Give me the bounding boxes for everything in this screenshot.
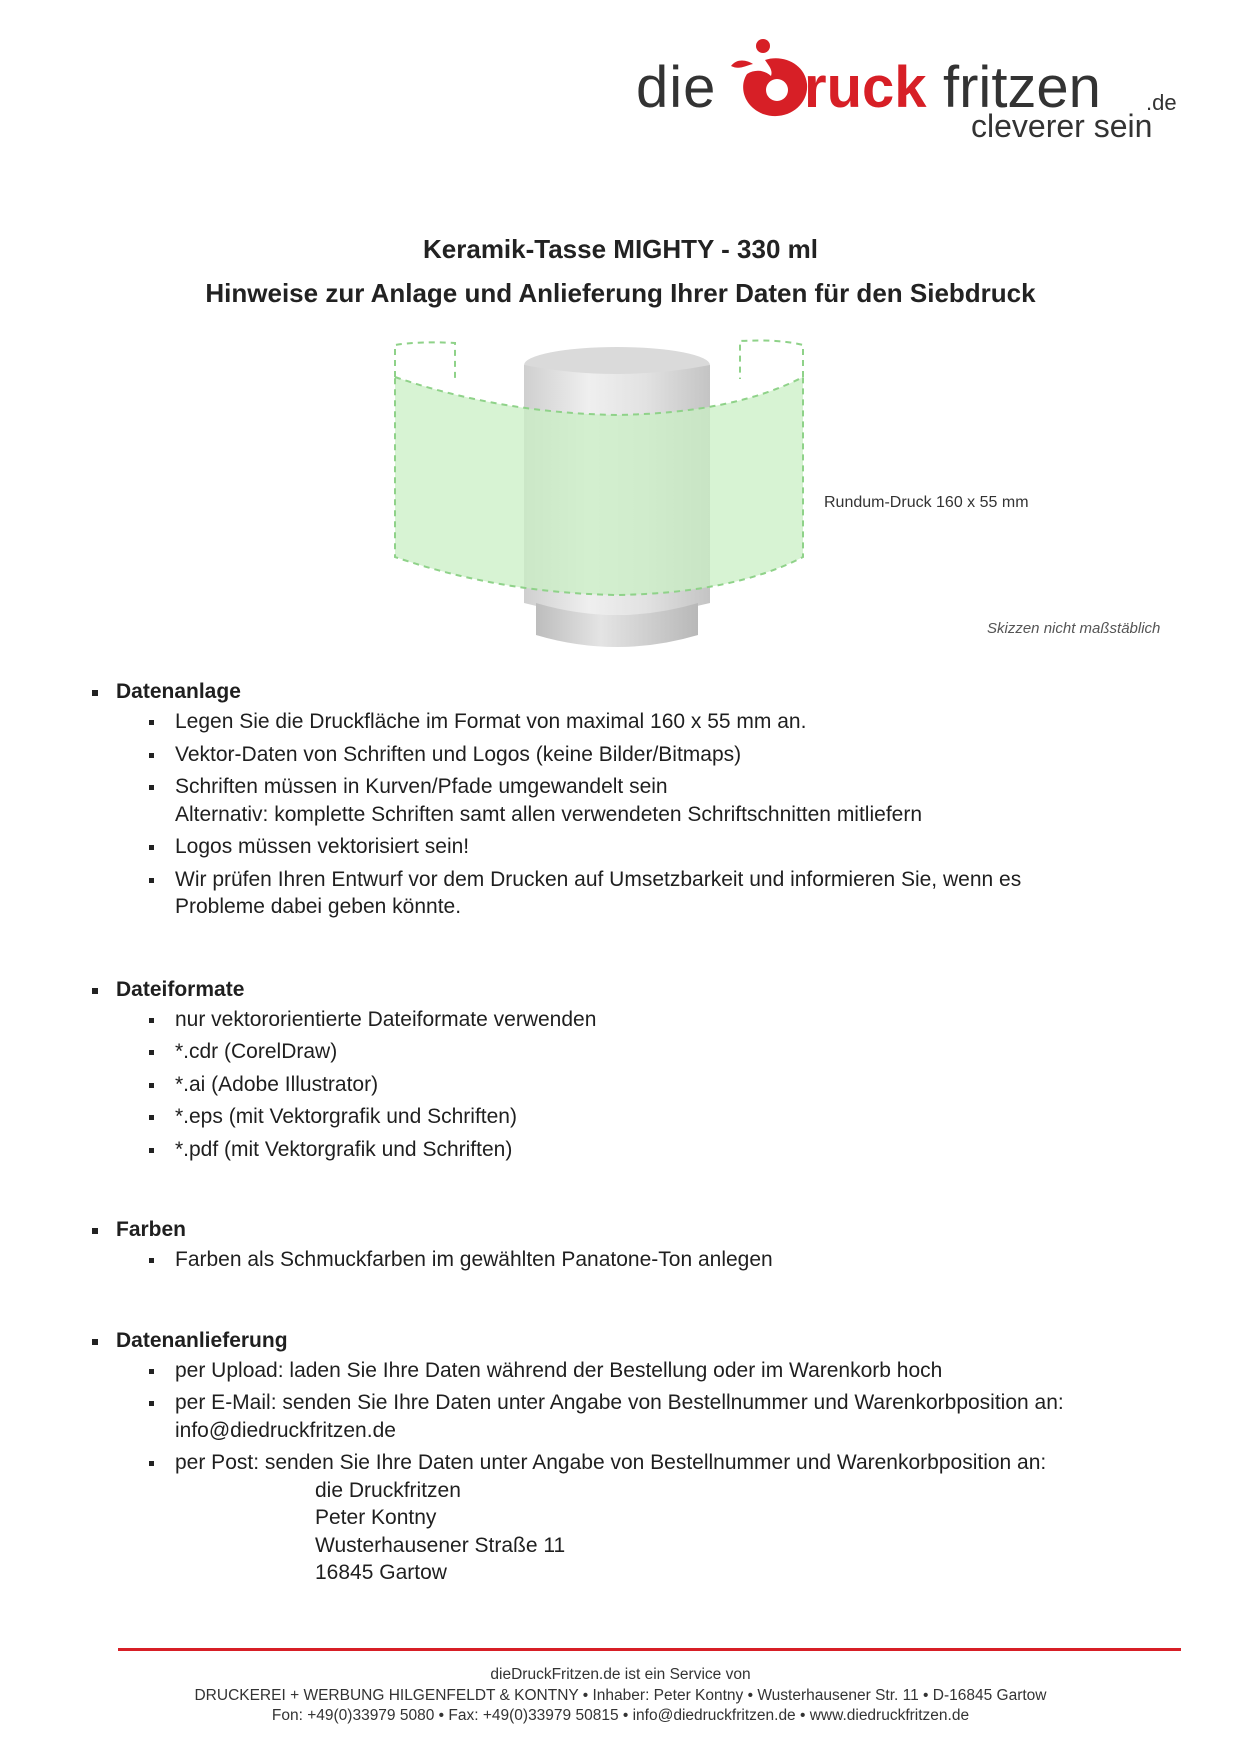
- section-heading: Farben: [88, 1213, 1178, 1246]
- print-area-label: Rundum-Druck 160 x 55 mm: [824, 494, 1029, 511]
- footer-divider: [118, 1648, 1181, 1651]
- bullet-list: [88, 708, 1178, 921]
- logo-tld: .de: [1146, 90, 1177, 115]
- mug-drawing: [390, 335, 820, 685]
- bullet-list: [88, 1006, 1178, 1164]
- list-item: Vektor-Daten von Schriften und Logos (keine Bilder/Bitmaps): [88, 741, 1178, 769]
- list-item: *.pdf (mit Vektorgrafik und Schriften): [88, 1136, 1178, 1164]
- brand-logo: [636, 36, 1196, 146]
- section-heading: Dateiformate: [88, 973, 1178, 1006]
- list-item: Wir prüfen Ihren Entwurf vor dem Drucken auf Umsetzbarkeit und informieren Sie, wenn es Probleme dabei geben könnte.: [88, 866, 1178, 921]
- footer-line-2: DRUCKEREI + WERBUNG HILGENFELDT & KONTNY • Inhaber: Peter Kontny • Wusterhausener Str. 11 • D-16845 Gartow: [194, 1686, 1047, 1704]
- postal-address-line: Wusterhausener Straße 11: [315, 1533, 566, 1557]
- bullet-list: [88, 1246, 1178, 1274]
- list-item: Schriften müssen in Kurven/Pfade umgewandelt sein Alternativ: komplette Schriften samt allen verwendeten Schriftschnitten mitliefern: [88, 773, 1178, 828]
- footer-line-1: dieDruckFritzen.de ist ein Service von: [490, 1666, 751, 1683]
- list-item: nur vektororientierte Dateiformate verwenden: [88, 1006, 1178, 1034]
- logo-word-die: die: [636, 55, 717, 120]
- document-subtitle: Hinweise zur Anlage und Anlieferung Ihrer Daten für den Siebdruck: [205, 278, 1036, 308]
- mug-illustration: [390, 335, 820, 690]
- list-item: *.eps (mit Vektorgrafik und Schriften): [88, 1103, 1178, 1131]
- section-datenanlage: [88, 675, 1178, 921]
- postal-address-line: die Druckfritzen: [315, 1478, 461, 1502]
- bullet-list: [88, 1357, 1178, 1587]
- list-item: *.cdr (CorelDraw): [88, 1038, 1178, 1066]
- scale-note: Skizzen nicht maßstäblich: [987, 620, 1161, 637]
- email-address: info@diedruckfritzen.de: [175, 1418, 396, 1442]
- logo-word-fritzen: fritzen: [943, 55, 1101, 120]
- list-item: Farben als Schmuckfarben im gewählten Panatone-Ton anlegen: [88, 1246, 1178, 1274]
- logo-word-druck: ruck: [804, 55, 927, 120]
- list-item: per Post: senden Sie Ihre Daten unter Angabe von Bestellnummer und Warenkorbposition an: die Druckfritzen Peter Kontny Wusterhausener Straße 11 16845 Gartow: [88, 1449, 1178, 1587]
- section-farben: [88, 1213, 1178, 1274]
- section-dateiformate: [88, 973, 1178, 1164]
- logo-drop-d-icon: [731, 36, 811, 141]
- list-item: per Upload: laden Sie Ihre Daten während der Bestellung oder im Warenkorb hoch: [88, 1357, 1178, 1385]
- footer: [0, 1665, 1241, 1727]
- section-heading: Datenanlieferung: [88, 1324, 1178, 1357]
- list-item: Logos müssen vektorisiert sein!: [88, 833, 1178, 861]
- instructions-content: [88, 675, 1178, 1592]
- postal-address-line: 16845 Gartow: [315, 1561, 447, 1584]
- list-item: *.ai (Adobe Illustrator): [88, 1071, 1178, 1099]
- list-item: per E-Mail: senden Sie Ihre Daten unter Angabe von Bestellnummer und Warenkorbposition an: info@diedruckfritzen.de: [88, 1389, 1178, 1444]
- postal-address-line: Peter Kontny: [315, 1506, 437, 1529]
- section-heading: Datenanlage: [88, 675, 1178, 708]
- document-title: Keramik-Tasse MIGHTY - 330 ml: [423, 234, 818, 264]
- list-item: Legen Sie die Druckfläche im Format von maximal 160 x 55 mm an.: [88, 708, 1178, 736]
- logo-slogan: cleverer sein: [971, 108, 1153, 144]
- section-datenanlieferung: [88, 1324, 1178, 1587]
- footer-line-3: Fon: +49(0)33979 5080 • Fax: +49(0)33979 50815 • info@diedruckfritzen.de • www.diedruckfritzen.de: [271, 1707, 970, 1724]
